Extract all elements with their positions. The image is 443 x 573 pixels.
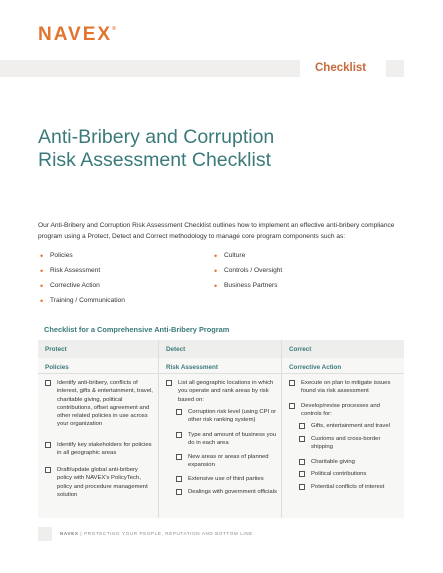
- list-item: • Training / Communication: [40, 296, 125, 306]
- title-line-2: Risk Assessment Checklist: [38, 149, 271, 171]
- column-subheader-corrective-action: Corrective Action: [289, 364, 342, 371]
- checklist-subitem: Extensive use of third parties: [176, 475, 280, 483]
- checklist-subitem: Customs and cross-border shipping: [299, 435, 403, 452]
- title-line-1: Anti-Bribery and Corruption: [38, 126, 275, 148]
- divider: [282, 373, 404, 374]
- checklist-subitem: New areas or areas of planned expansion: [176, 453, 280, 470]
- bullet-icon: •: [40, 296, 44, 306]
- checkbox[interactable]: [176, 409, 182, 415]
- bullet-icon: •: [40, 251, 44, 261]
- column-subheader-policies: Policies: [45, 364, 69, 371]
- checkbox[interactable]: [299, 484, 305, 490]
- checkbox[interactable]: [45, 467, 51, 473]
- checkbox[interactable]: [299, 471, 305, 477]
- bullet-icon: •: [40, 266, 44, 276]
- checkbox[interactable]: [176, 476, 182, 482]
- bullet-icon: •: [40, 281, 44, 291]
- divider: [159, 373, 281, 374]
- navex-logo: NAVEX®: [38, 24, 116, 45]
- checklist-item: Develop/revise processes and controls for:: [289, 402, 401, 419]
- checkbox[interactable]: [176, 454, 182, 460]
- correct-column: [282, 340, 404, 518]
- checklist-table: [38, 340, 404, 518]
- list-item: • Risk Assessment: [40, 266, 101, 276]
- checkbox[interactable]: [299, 436, 305, 442]
- header-band-end: [386, 60, 404, 77]
- component-list-left: [38, 252, 125, 312]
- checklist-subitem: Type and amount of business you do in each area: [176, 431, 280, 448]
- checklist-subitem: Potential conflicts of interest: [299, 483, 403, 491]
- checklist-subitem: Charitable giving: [299, 458, 403, 466]
- list-item: • Business Partners: [214, 281, 278, 291]
- checklist-item: Identify anti-bribery, conflicts of interest, gifts & entertainment, travel, charitable giving, political contributions, offset agreement and other related policies in use across your organization: [45, 379, 153, 429]
- list-item: • Corrective Action: [40, 281, 100, 291]
- bullet-icon: •: [214, 281, 218, 291]
- checkbox[interactable]: [289, 403, 295, 409]
- checklist-subitem: Political contributions: [299, 470, 403, 478]
- checklist-heading: Checklist for a Comprehensive Anti-Bribery Program: [44, 325, 230, 334]
- checklist-item: List all geographic locations in which you operate and rank areas by risk based on:: [166, 379, 278, 404]
- checkbox[interactable]: [299, 423, 305, 429]
- list-item: • Controls / Oversight: [214, 266, 283, 276]
- checklist-subitem: Dealings with government officials: [176, 488, 280, 496]
- component-list-right: [212, 252, 282, 297]
- checkbox[interactable]: [289, 380, 295, 386]
- bullet-icon: •: [214, 251, 218, 261]
- list-item: • Policies: [40, 251, 73, 261]
- intro-paragraph: Our Anti-Bribery and Corruption Risk Assessment Checklist outlines how to implement an effective anti-bribery compliance program using a Protect, Detect and Correct methodology to manage core program components such as:: [38, 222, 395, 240]
- checklist-subitem: Corruption risk level (using CPI or other risk ranking system): [176, 408, 280, 425]
- checklist-subitem: Gifts, entertainment and travel: [299, 422, 403, 430]
- column-header-protect: Protect: [45, 346, 67, 353]
- list-item: • Culture: [214, 251, 246, 261]
- column-subheader-risk-assessment: Risk Assessment: [166, 364, 218, 371]
- document-type-label: Checklist: [315, 62, 367, 74]
- checklist-item: Execute on plan to mitigate issues found via risk assessment: [289, 379, 401, 396]
- column-header-correct: Correct: [289, 346, 312, 353]
- checklist-item: Draft/update global anti-bribery policy with NAVEX's PolicyTech, policy and procedure management solution: [45, 466, 153, 499]
- header-band: [0, 60, 300, 77]
- checkbox[interactable]: [299, 459, 305, 465]
- checkbox[interactable]: [176, 489, 182, 495]
- checkbox[interactable]: [45, 442, 51, 448]
- checklist-item: Identify key stakeholders for policies in all geographic areas: [45, 441, 153, 458]
- column-header-detect: Detect: [166, 346, 186, 353]
- detect-column: [159, 340, 282, 518]
- protect-column: [38, 340, 159, 518]
- footer-tagline: NAVEX | PROTECTING YOUR PEOPLE, REPUTATION AND BOTTOM LINE: [60, 531, 253, 536]
- divider: [38, 373, 158, 374]
- page-title: [38, 126, 368, 172]
- checkbox[interactable]: [166, 380, 172, 386]
- checkbox[interactable]: [45, 380, 51, 386]
- bullet-icon: •: [214, 266, 218, 276]
- page-number-box: [38, 527, 52, 541]
- checkbox[interactable]: [176, 432, 182, 438]
